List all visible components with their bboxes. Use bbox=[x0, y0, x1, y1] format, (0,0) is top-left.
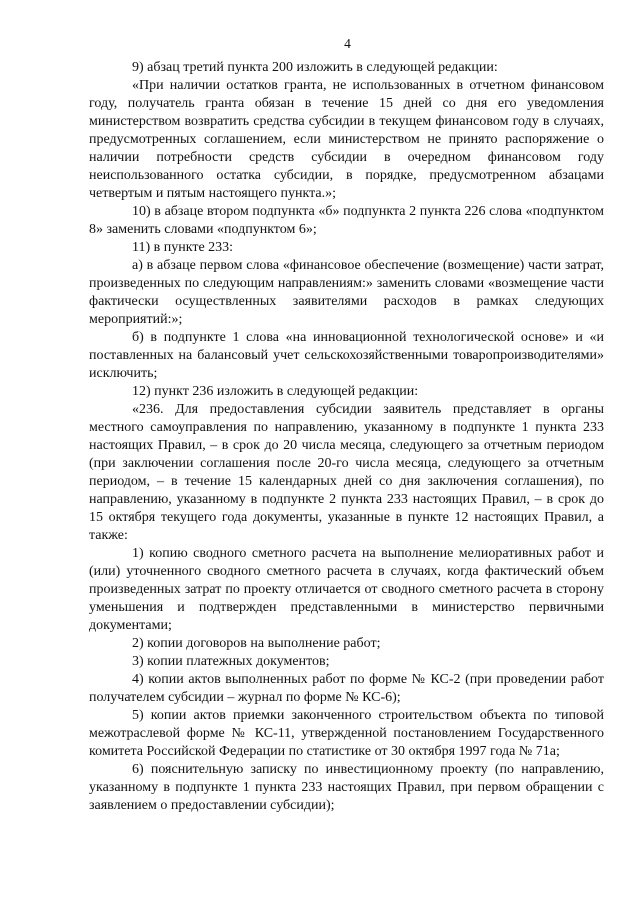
paragraph-item-9-text: «При наличии остатков гранта, не использованных в отчетном финансовом году, получатель гранта обязан в течение 15 дней со дня его уведомления министерством возвратить средства субсидии в текущем финансовом году в случаях, предусмотренных соглашением, если министерством не принято распоряжение о наличии потребности средств субсидии в очередном финансовом году неиспользованного остатка субсидии, в порядке, предусмотренном абзацами четвертым и пятым настоящего пункта.»; bbox=[89, 78, 604, 201]
page-number: 4 bbox=[344, 36, 351, 51]
paragraph-item-11-a: а) в абзаце первом слова «финансовое обеспечение (возмещение) части затрат, произведенных по следующим направлениям:» заменить словами «возмещение части фактически осуществленных заявителями расходов в рамках следующих мероприятий:»; bbox=[89, 258, 604, 327]
list-item-2: 2) копии договоров на выполнение работ; bbox=[132, 636, 381, 651]
list-item-6: 6) пояснительную записку по инвестиционному проекту (по направлению, указанному в подпункте 1 пункта 233 настоящих Правил, при первом обращении с заявлением о предоставлении субсидии); bbox=[89, 762, 604, 813]
list-item-5: 5) копии актов приемки законченного строительством объекта по типовой межотраслевой форме № КС-11, утвержденной постановлением Государственного комитета Российской Федерации по статистике от 30 октября 1997 года № 71а; bbox=[89, 708, 604, 759]
list-item-1: 1) копию сводного сметного расчета на выполнение мелиоративных работ и (или) уточненного сводного сметного расчета в случаях, когда фактический объем произведенных затрат по проекту отличается от сводного сметного расчета в сторону уменьшения и подтвержден представленными в министерство первичными документами; bbox=[89, 546, 604, 633]
paragraph-item-11-heading: 11) в пункте 233: bbox=[132, 240, 234, 255]
paragraph-item-11-b: б) в подпункте 1 слова «на инновационной технологической основе» и «и поставленных на балансовый учет сельскохозяйственными товаропроизводителями» исключить; bbox=[89, 330, 604, 381]
list-item-4: 4) копии актов выполненных работ по форме № КС-2 (при проведении работ получателем субсидии – журнал по форме № КС-6); bbox=[89, 672, 604, 705]
paragraph-item-10: 10) в абзаце втором подпункта «б» подпункта 2 пункта 226 слова «подпунктом 8» заменить словами «подпунктом 6»; bbox=[89, 204, 604, 237]
paragraph-item-236-intro: «236. Для предоставления субсидии заявитель представляет в органы местного самоуправления по направлению, указанному в подпункте 1 пункта 233 настоящих Правил, – в срок до 20 числа месяца, следующего за отчетным периодом (при заключении соглашения после 20-го числа месяца, следующего за отчетным периодом, – в течение 15 календарных дней со дня заключения соглашения), по направлению, указанному в подпункте 2 пункта 233 настоящих Правил, – в срок до 15 октября текущего года документы, указанные в пункте 12 настоящих Правил, а также: bbox=[89, 402, 604, 543]
list-item-3: 3) копии платежных документов; bbox=[132, 654, 330, 669]
paragraph-item-9-heading: 9) абзац третий пункта 200 изложить в следующей редакции: bbox=[132, 60, 498, 75]
paragraph-item-12-heading: 12) пункт 236 изложить в следующей редакции: bbox=[132, 384, 419, 399]
